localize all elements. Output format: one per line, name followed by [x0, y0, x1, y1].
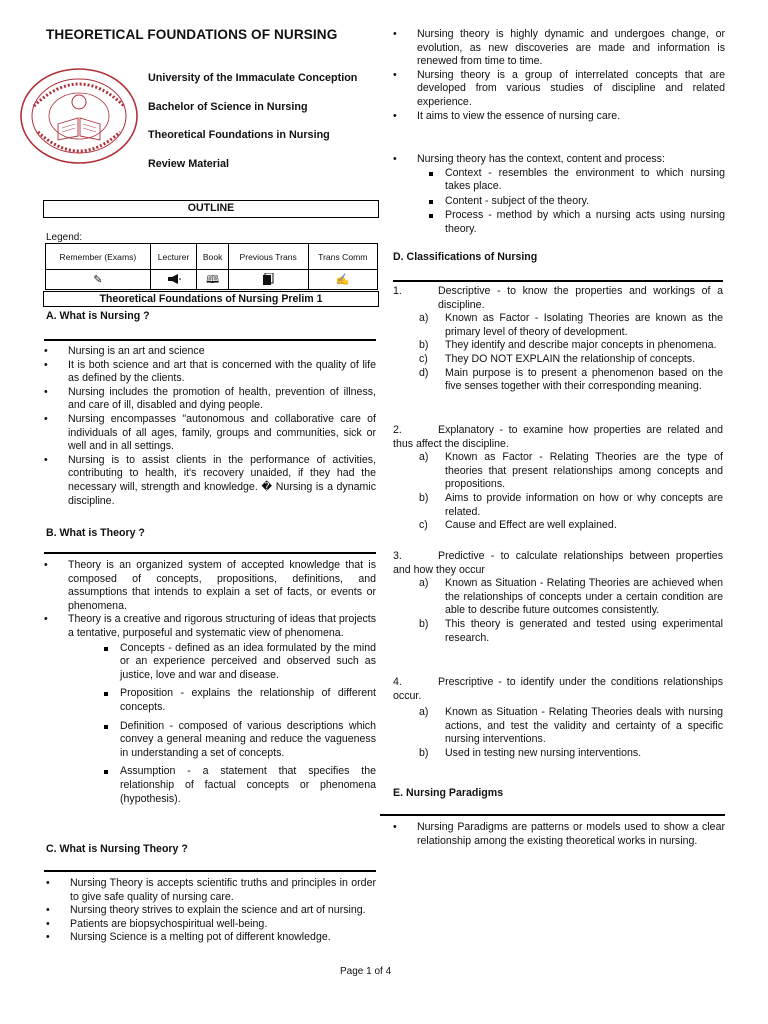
pencil-icon: ✍ [308, 270, 378, 290]
list-item: • Theory is an organized system of accepted knowledge that is composed of concepts, propositions, definitions, and assumptions that intends to explain a set of facts, or events or phenomena. [44, 559, 376, 613]
list-item: • Nursing theory is highly dynamic and undergoes change, or evolution, as new discoveries are made and information is renewed from time to time. [393, 28, 725, 69]
item-intro: Predictive - to calculate relationships between properties and how they occur [393, 550, 723, 576]
legend-col: Trans Comm [308, 244, 378, 270]
sub-text: Known as Situation - Relating Theories deals with nursing actions, and test the validity and certainty of a specific nursing interventions. [445, 706, 723, 746]
legend-col: Lecturer [150, 244, 197, 270]
book-icon: 🕮 [197, 270, 228, 290]
documents-icon [228, 270, 308, 290]
sub-label: b) [419, 746, 429, 759]
legend-col: Remember (Exams) [46, 244, 151, 270]
sub-list-item: Context - resembles the environment to which nursing takes place. [425, 167, 725, 194]
header-line: Review Material [148, 157, 230, 170]
outline-heading: OUTLINE [43, 200, 379, 218]
list-item: • Nursing theory strives to explain the science and art of nursing. [46, 904, 376, 918]
sub-text: They DO NOT EXPLAIN the relationship of concepts. [445, 352, 696, 365]
classification-item [393, 424, 723, 533]
sub-label: a) [419, 577, 429, 590]
header-line: University of the Immaculate Conception [148, 72, 358, 84]
sub-text: Known as Factor - Isolating Theories are known as the primary level of theory of development. [445, 312, 723, 338]
context-list [393, 153, 725, 238]
section-b-heading: B. What is Theory ? [46, 527, 145, 539]
sub-label: c) [419, 519, 428, 532]
item-number: 2. [393, 424, 402, 436]
sub-label: a) [419, 312, 429, 325]
sub-list-item: Assumption - a statement that specifies the relationship of factual concepts or phenomena (hypothesis). [100, 765, 376, 806]
list-item: • Nursing theory has the context, content and process: [393, 153, 725, 167]
section-a-list [44, 345, 376, 508]
classification-item [393, 550, 723, 645]
sub-text: They identify and describe major concepts in phenomena. [445, 339, 717, 352]
list-item: • Nursing is to assist clients in the performance of activities, contributing to health, it's recovery unaided, if they had the necessary will, strength and knowledge. � Nursing is a dynamic discipline. [44, 454, 376, 508]
sub-list-item: Content - subject of the theory. [425, 195, 725, 209]
section-d-heading: D. Classifications of Nursing [393, 251, 538, 263]
sub-text: Cause and Effect are well explained. [445, 519, 617, 532]
list-item: • It is both science and art that is concerned with the quality of life as defined by the clients. [44, 359, 376, 386]
sub-text: Known as Factor - Relating Theories are the type of theories that present relationships among concepts and propositions. [445, 451, 723, 491]
list-item: • It aims to view the essence of nursing care. [393, 110, 725, 124]
list-item: • Nursing theory is a group of interrelated concepts that are developed from various studies of discipline and related experience. [393, 69, 725, 110]
sub-label: d) [419, 366, 429, 379]
university-seal-icon [18, 66, 140, 166]
sub-label: b) [419, 491, 429, 504]
sub-label: a) [419, 451, 429, 464]
sub-text: Known as Situation - Relating Theories are achieved when the relationships of concepts under a certain condition are able to describe future outcomes consistently. [445, 577, 723, 617]
document-title: THEORETICAL FOUNDATIONS OF NURSING [46, 27, 338, 42]
sub-label: c) [419, 352, 428, 365]
sub-list-item: Definition - composed of various descriptions which convey a general meaning and reduce the vagueness in understanding a set of concepts. [100, 720, 376, 761]
header-lines [148, 72, 357, 186]
item-number: 4. [393, 676, 402, 688]
page-number: Page 1 of 4 [340, 966, 392, 977]
sub-label: b) [419, 339, 429, 352]
section-b-list [44, 559, 376, 811]
classification-item [393, 676, 723, 761]
item-number: 1. [393, 285, 402, 297]
sub-label: a) [419, 706, 429, 719]
sub-list-item: Concepts - defined as an idea formulated by the mind or an experience perceived and observed such as justice, love and war and disease. [100, 642, 376, 683]
list-item: • Nursing Paradigms are patterns or models used to show a clear relationship among the existing theoretical works in nursing. [393, 821, 725, 848]
legend-label: Legend: [46, 232, 83, 243]
header-line: Bachelor of Science in Nursing [148, 100, 308, 113]
item-intro: Descriptive - to know the properties and workings of a discipline. [438, 285, 723, 311]
megaphone-icon [150, 270, 197, 290]
legend-col: Previous Trans [228, 244, 308, 270]
item-intro: Prescriptive - to identify under the conditions relationships occur. [393, 676, 723, 702]
list-item: • Nursing is an art and science [44, 345, 376, 359]
header-line: Theoretical Foundations in Nursing [148, 129, 330, 141]
nursing-theory-list [393, 28, 725, 123]
section-c-heading: C. What is Nursing Theory ? [46, 843, 188, 855]
sub-text: Main purpose is to present a phenomenon based on the five senses together with their corresponding meaning. [445, 366, 723, 393]
pen-icon: ✎ [46, 270, 151, 290]
section-e-list [393, 821, 725, 848]
list-item: • Nursing encompasses "autonomous and collaborative care of individuals of all ages, family, groups and communities, sick or well and in all settings. [44, 413, 376, 454]
item-number: 3. [393, 550, 402, 562]
divider [380, 814, 725, 816]
list-item: • Nursing Theory is accepts scientific truths and principles in order to give safe quality of nursing care. [46, 877, 376, 904]
sub-text: Used in testing new nursing interventions. [445, 746, 642, 759]
section-a-heading: A. What is Nursing ? [46, 310, 150, 322]
list-item: • Patients are biopsychospiritual well-being. [46, 918, 376, 932]
sub-text: Aims to provide information on how or why concepts are related. [445, 491, 723, 518]
legend-table [45, 243, 378, 290]
list-item: • Nursing Science is a melting pot of different knowledge. [46, 931, 376, 945]
list-item: • Theory is a creative and rigorous structuring of ideas that projects a tentative, purposeful and systematic view of phenomena. [44, 613, 376, 640]
section-c-list [46, 877, 376, 945]
sub-text: This theory is generated and tested using experimental research. [445, 617, 723, 644]
prelim-title: Theoretical Foundations of Nursing Prelim 1 [43, 291, 379, 307]
divider [44, 870, 376, 872]
item-intro: Explanatory - to examine how properties are related and thus affect the discipline. [393, 424, 723, 450]
sub-list-item: Proposition - explains the relationship of different concepts. [100, 687, 376, 714]
sub-list-item: Process - method by which a nursing acts using nursing theory. [425, 209, 725, 236]
list-item: • Nursing includes the promotion of health, prevention of illness, and care of ill, disabled and dying people. [44, 386, 376, 413]
sub-label: b) [419, 617, 429, 630]
classification-item [393, 285, 723, 394]
divider [393, 280, 723, 282]
divider [44, 339, 376, 341]
legend-col: Book [197, 244, 228, 270]
section-e-heading: E. Nursing Paradigms [393, 787, 504, 799]
divider [44, 552, 376, 554]
